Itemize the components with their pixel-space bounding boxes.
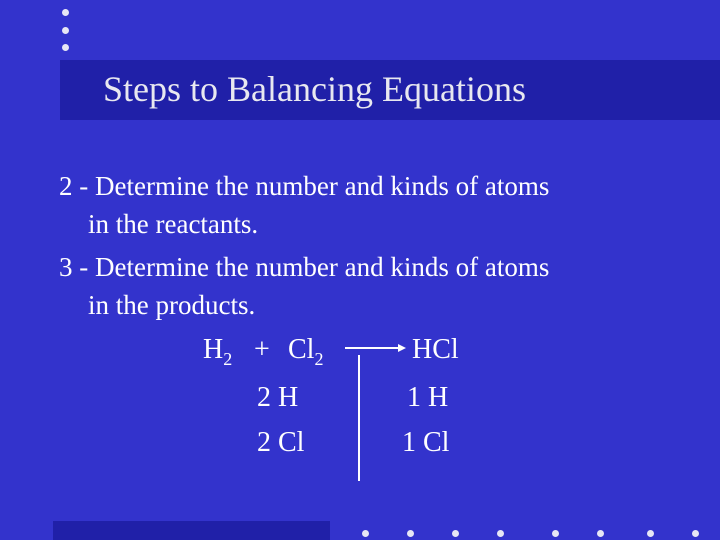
- step-3-line-2: in the products.: [88, 290, 256, 320]
- decorative-dot: [647, 530, 654, 537]
- product-count-cl: 1 Cl: [402, 427, 450, 458]
- decorative-dot: [62, 27, 69, 34]
- step-2-line-1: 2 - Determine the number and kinds of atoms: [59, 171, 550, 201]
- arrow-head: [398, 344, 406, 352]
- decorative-dot: [452, 530, 459, 537]
- decorative-dot: [552, 530, 559, 537]
- product-count-h: 1 H: [407, 382, 449, 413]
- decorative-dot: [362, 530, 369, 537]
- product-hcl: HCl: [412, 334, 459, 365]
- step-3-line-1: 3 - Determine the number and kinds of atoms: [59, 252, 550, 282]
- decorative-dot: [497, 530, 504, 537]
- reactant-count-cl: 2 Cl: [257, 427, 305, 458]
- reactant-cl2-subscript: 2: [314, 349, 324, 369]
- reactant-count-h: 2 H: [257, 382, 299, 413]
- decorative-dot: [62, 9, 69, 16]
- step-2-line-2: in the reactants.: [88, 209, 259, 239]
- decorative-dot: [62, 44, 69, 51]
- atom-count-divider: [358, 355, 360, 481]
- slide-title: Steps to Balancing Equations: [103, 69, 526, 109]
- reactant-h2-subscript: 2: [223, 349, 233, 369]
- decorative-dot: [407, 530, 414, 537]
- right-arrow-icon: [345, 347, 401, 349]
- reactant-h2-symbol: H: [203, 334, 224, 365]
- decorative-dot: [597, 530, 604, 537]
- plus-sign: +: [254, 334, 270, 365]
- reactant-h2: [203, 336, 232, 368]
- decorative-dot: [692, 530, 699, 537]
- reactant-cl2: [288, 336, 323, 368]
- bottom-band: [53, 521, 330, 540]
- reactant-cl2-symbol: Cl: [288, 334, 315, 365]
